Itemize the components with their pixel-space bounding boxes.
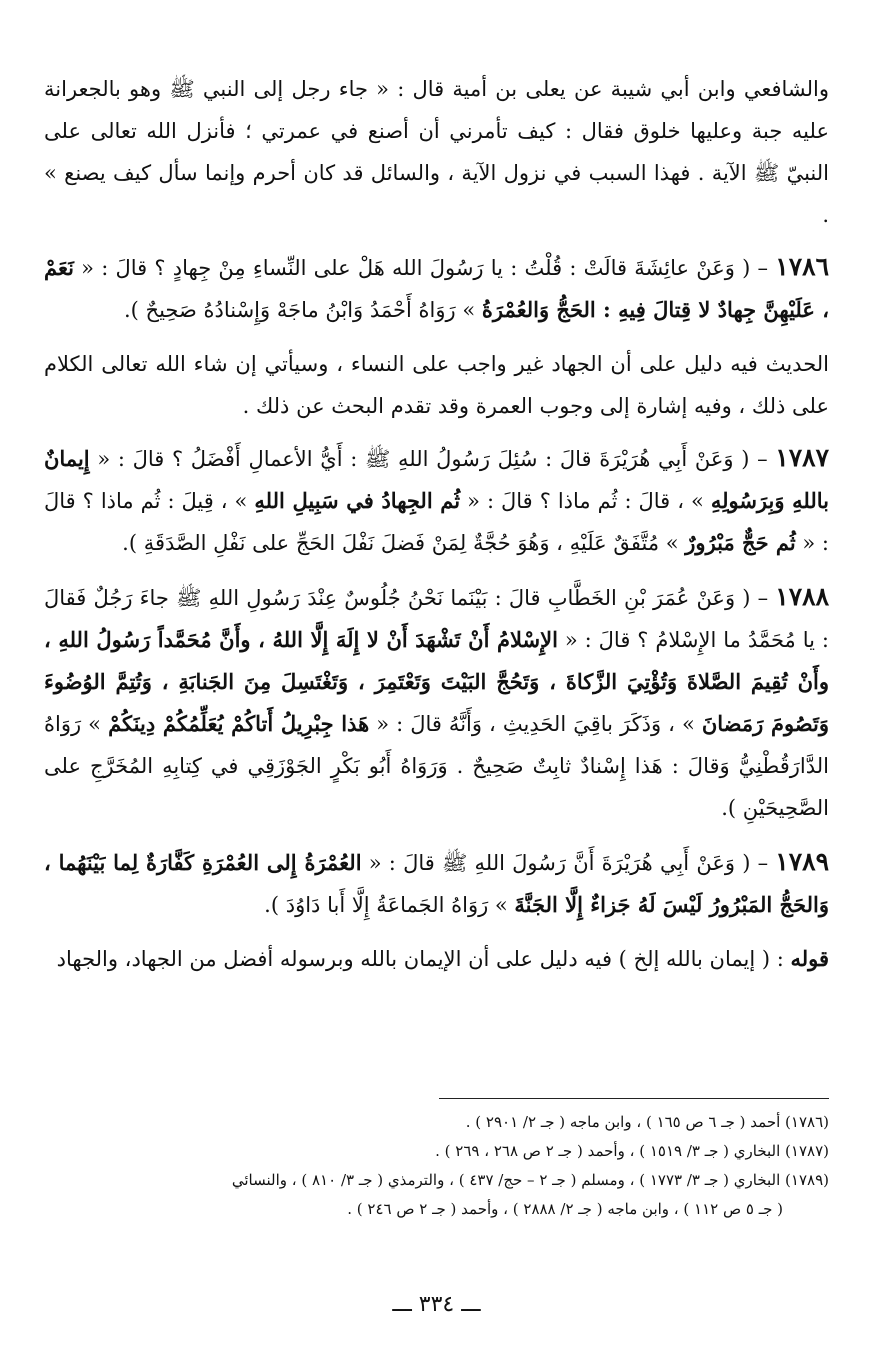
hadith-quote-bold: ثُم حَجٌّ مَبْرُورٌ [685, 530, 796, 555]
footnote-separator [439, 1098, 829, 1099]
footnote-1787: (١٧٨٧) البخاري ( جـ ٣/ ١٥١٩ ) ، وأحمد ( جـ ٢ ص ٢٦٨ ، ٢٦٩ ) . [435, 1142, 829, 1160]
paragraph-intro: والشافعي وابن أبي شيبة عن يعلى بن أمية قال : « جاء رجل إلى النبي ﷺ وهو بالجعرانة عليه جبة وعليها خلوق فقال : كيف تأمرني أن أصنع في عمرتي ؛ فأنزل الله تعالى على النبيّ ﷺ الآية . فهذا السبب في نزول الآية ، والسائل قد كان أحرم وإنما سأل كيف يصنع » . [44, 77, 829, 227]
qawluhu-text: : ( إيمان بالله إلخ ) فيه دليل على أن الإيمان بالله وبرسوله أفضل من الجهاد، والجهاد [56, 947, 791, 971]
hadith-quote-bold: العُمْرَةُ إِلى العُمْرَةِ كَفَّارَةٌ لِما بَيْنَهُما ، وَالحَجُّ المَبْرُورُ لَيْسَ لَهُ جَزاءٌ إِلَّا الجَنَّةَ [44, 850, 829, 917]
qawluhu-lead: قوله [790, 946, 829, 971]
hadith-number: ١٧٨٦ [775, 252, 829, 281]
hadith-quote-bold: هَذا جِبْرِيلُ أَتاكُمْ يُعَلِّمُكُمْ دِينَكُمْ [108, 711, 370, 736]
hadith-text: » رَوَاهُ الجَماعَةُ إِلَّا أَبا دَاوُدَ ). [264, 893, 515, 917]
hadith-number: ١٧٨٩ [775, 847, 830, 876]
hadith-number: ١٧٨٧ [775, 443, 829, 472]
hadith-quote-bold: ثُم الجِهادُ في سَبِيلِ اللهِ [254, 488, 461, 513]
footnote-1789: (١٧٨٩) البخاري ( جـ ٣/ ١٧٧٣ ) ، ومسلم ( جـ ٢ – حج/ ٤٣٧ ) ، والترمذي ( جـ ٣/ ٨١٠ ) ، والنسائي [231, 1171, 829, 1189]
hadith-text: – ( وَعَنْ عُمَرَ بْنِ الخَطَّابِ قالَ : بَيْنَما نَحْنُ جُلُوسٌ عِنْدَ رَسُولِ اللهِ ﷺ جاءَ رَجُلٌ فَقالَ : يا مُحَمَّدُ ما الإِسْلامُ ؟ قالَ : « [44, 586, 829, 652]
hadith-quote-bold: إِيمانٌ باللهِ وَبِرَسُولِهِ [44, 446, 829, 513]
footnotes [44, 1108, 829, 1224]
hadith-text: » رَوَاهُ الدَّارَقُطْنِيُّ وَقالَ : هَذا إِسْنادٌ ثابِتٌ صَحِيحٌ . وَرَوَاهُ أَبُو بَكْرٍ الجَوْزَقِي في كِتابِهِ المُخَرَّجِ على الصَّحِيحَيْنِ ). [44, 712, 829, 820]
hadith-text: » رَوَاهُ أَحْمَدُ وَابْنُ ماجَهْ وَإِسْنادُهُ صَحِيحٌ ). [124, 298, 482, 322]
hadith-1789 [44, 841, 829, 926]
hadith-quote-bold: الإِسْلامُ أَنْ تَشْهَدَ أَنْ لا إِلَهَ إِلَّا اللهُ ، وأَنَّ مُحَمَّداً رَسُولُ اللهِ ، وأَنْ تُقِيمَ الصَّلاةَ وَتُؤْتِيَ الزَّكاةَ ، وَتَحُجَّ البَيْتَ وَتَعْتَمِرَ ، وَتَغْتَسِلَ مِنَ الجَنابَةِ ، وَتُتِمَّ الوُضُوءَ وَتَصُومَ رَمَضانَ [44, 627, 830, 736]
hadith-number: ١٧٨٨ [775, 582, 829, 611]
page-number: ـــ ٣٣٤ ـــ [392, 1292, 481, 1317]
hadith-1787 [44, 437, 829, 564]
hadith-text: – ( وَعَنْ أَبِي هُرَيْرَةَ أَنَّ رَسُولَ اللهِ ﷺ قالَ : « [361, 851, 776, 875]
hadith-text: » ، وَذَكَرَ باقِيَ الحَدِيثِ ، وَأَنَّهُ قالَ : « [369, 712, 702, 736]
hadith-text: – ( وَعَنْ أَبِي هُرَيْرَةَ قالَ : سُئِلَ رَسُولُ اللهِ ﷺ : أَيُّ الأعمالِ أَفْضَلُ ؟ قالَ : « [89, 447, 776, 471]
paragraph-qawluhu [44, 938, 829, 980]
hadith-text: – ( وَعَنْ عائِشَةَ قالَتْ : قُلْتُ : يا رَسُولَ الله هَلْ على النِّساءِ مِنْ جِهادٍ ؟ قالَ : « [73, 256, 776, 280]
hadith-1786 [44, 246, 829, 331]
footnote-1789-cont: ( جـ ٥ ص ١١٢ ) ، وابن ماجه ( جـ ٢/ ٢٨٨٨ ) ، وأحمد ( جـ ٢ ص ٢٤٦ ) . [347, 1200, 783, 1218]
hadith-text: » مُتَّفَقٌ عَلَيْهِ ، وَهُوَ حُجَّةٌ لِمَنْ فَضلَ نَفْلَ الحَجِّ على نَفْلِ الصَّدَقَةِ ). [122, 531, 686, 555]
hadith-text: » ، قالَ : ثُم ماذا ؟ قالَ : « [460, 489, 711, 513]
hadith-text: » ، قِيلَ : ثُم ماذا ؟ قالَ : « [44, 489, 829, 555]
hadith-1788 [44, 576, 829, 829]
hadith-quote-bold: نَعَمْ ، عَلَيْهِنَّ جِهادٌ لا قِتالَ فِيهِ : الحَجُّ وَالعُمْرَةُ [44, 255, 829, 322]
footnote-1786: (١٧٨٦) أحمد ( جـ ٦ ص ١٦٥ ) ، وابن ماجه ( جـ ٢/ ٢٩٠١ ) . [465, 1113, 829, 1131]
paragraph-commentary: الحديث فيه دليل على أن الجهاد غير واجب على النساء ، وسيأتي إن شاء الله تعالى الكلام على ذلك ، وفيه إشارة إلى وجوب العمرة وقد تقدم البحث عن ذلك . [44, 352, 829, 418]
main-text [44, 68, 829, 990]
